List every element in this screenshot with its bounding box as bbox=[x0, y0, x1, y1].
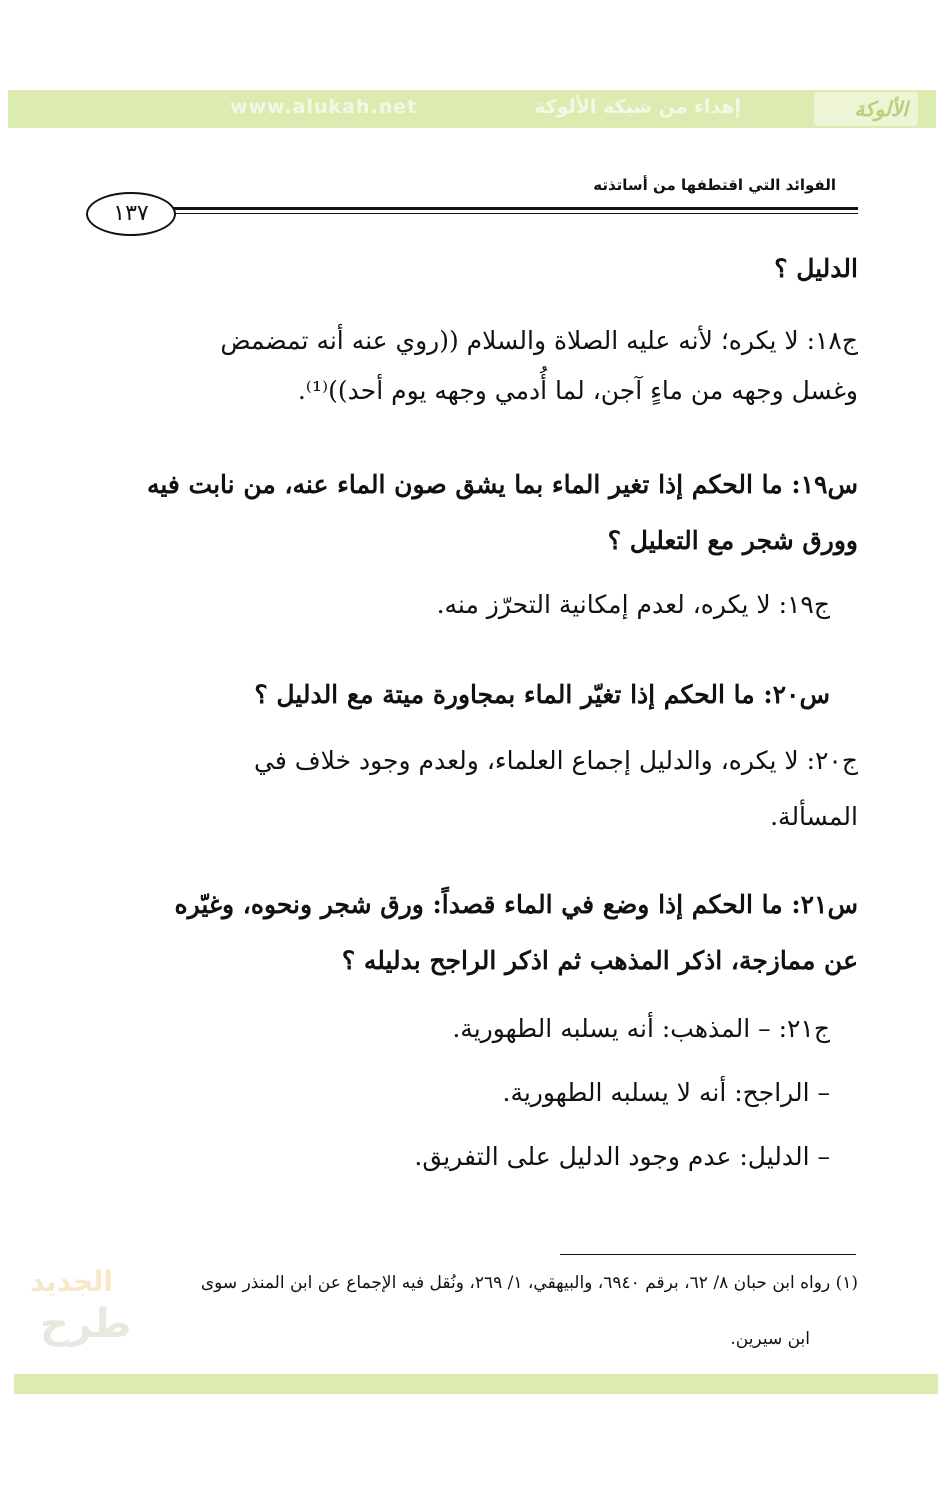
banner-text: إهداء من شبكة الألوكة bbox=[534, 96, 741, 118]
footnote-line-2: ابن سيرين. bbox=[730, 1329, 810, 1349]
footer-band bbox=[14, 1374, 938, 1394]
watermark-main: طرح bbox=[40, 1301, 132, 1347]
watermark-top: الجديد bbox=[30, 1265, 114, 1298]
site-logo[interactable] bbox=[814, 92, 918, 126]
header-rule-thin bbox=[168, 213, 858, 214]
running-header-title: الفوائد التي اقتطفها من أساتذته bbox=[593, 176, 836, 194]
answer-20-line-2: المسألة. bbox=[770, 802, 858, 831]
header-rule bbox=[168, 207, 858, 210]
body-line-3: وغسل وجهه من ماءٍ آجن، لما أُدمي وجهه يوم أحد))⁽¹⁾. bbox=[297, 376, 858, 405]
site-banner bbox=[8, 90, 936, 128]
body-line-2: ج١٨: لا يكره؛ لأنه عليه الصلاة والسلام ((روي عنه أنه تمضمض bbox=[220, 326, 858, 355]
question-21-line-1: س٢١: ما الحكم إذا وضع في الماء قصداً: ورق شجر ونحوه، وغيّره bbox=[174, 890, 858, 919]
answer-21-dalil: – الدليل: عدم وجود الدليل على التفريق. bbox=[414, 1142, 830, 1171]
question-21-line-2: عن ممازجة، اذكر المذهب ثم اذكر الراجح بدليله ؟ bbox=[341, 946, 858, 975]
answer-19: ج١٩: لا يكره، لعدم إمكانية التحرّز منه. bbox=[436, 590, 830, 619]
answer-21-madhhab: ج٢١: – المذهب: أنه يسلبه الطهورية. bbox=[452, 1014, 830, 1043]
body-line-1: الدليل ؟ bbox=[774, 254, 858, 283]
answer-21-rajih: – الراجح: أنه لا يسلبه الطهورية. bbox=[502, 1078, 830, 1107]
banner-url[interactable]: www.alukah.net bbox=[230, 96, 418, 118]
footnote-rule bbox=[560, 1254, 856, 1255]
footnote-line-1: (١) رواه ابن حبان ٨/ ٦٢، برقم ٦٩٤٠، والبيهقي، ١/ ٢٦٩، ونُقل فيه الإجماع عن ابن المنذر سوى bbox=[200, 1273, 858, 1293]
page-number: ١٣٧ bbox=[86, 192, 176, 236]
question-20: س٢٠: ما الحكم إذا تغيّر الماء بمجاورة ميتة مع الدليل ؟ bbox=[254, 680, 830, 709]
answer-20-line-1: ج٢٠: لا يكره، والدليل إجماع العلماء، ولعدم وجود خلاف في bbox=[254, 746, 858, 775]
site-logo-text: الألوكة bbox=[854, 97, 908, 121]
question-19-line-1: س١٩: ما الحكم إذا تغير الماء بما يشق صون الماء عنه، من نابت فيه bbox=[146, 470, 858, 499]
question-19-line-2: وورق شجر مع التعليل ؟ bbox=[607, 526, 858, 555]
watermark-logo bbox=[30, 1265, 142, 1365]
